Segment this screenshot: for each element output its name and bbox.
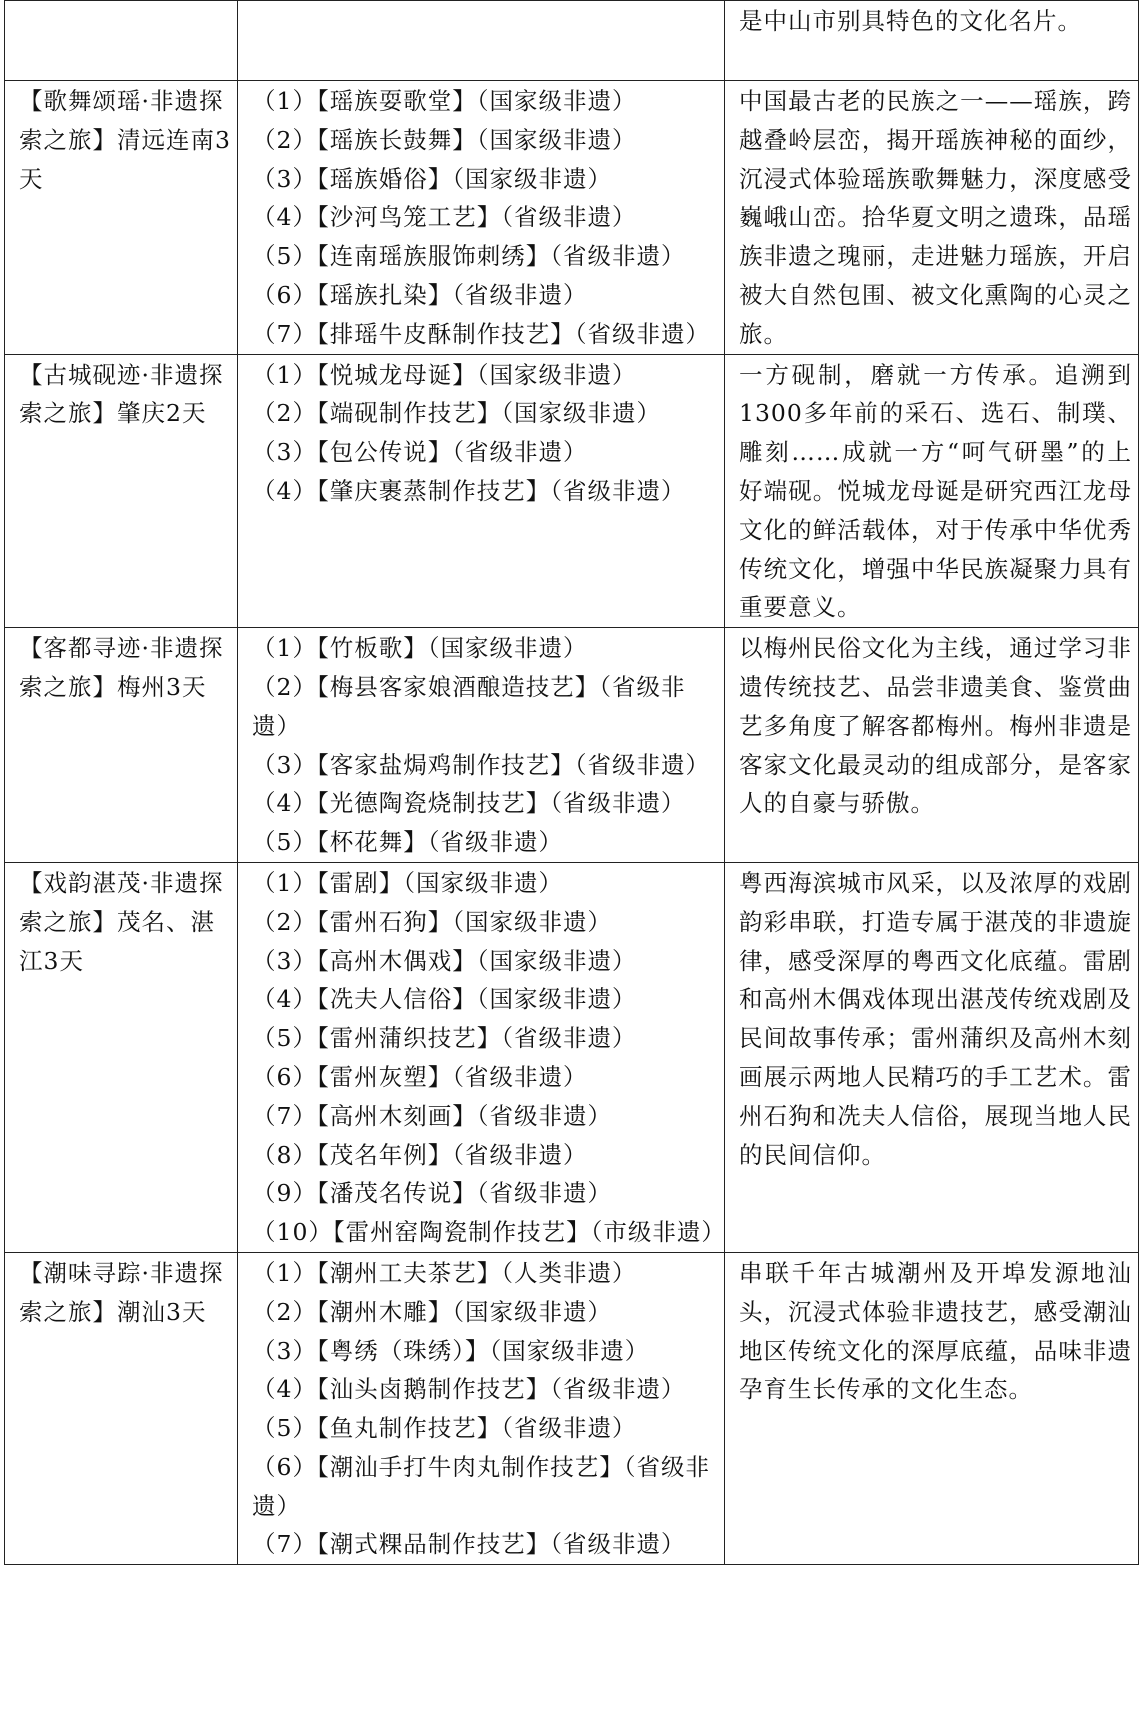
heritage-item: （2）【潮州木雕】（国家级非遗） [252,1297,612,1326]
heritage-item: （6）【潮汕手打牛肉丸制作技艺】（省级非遗） [252,1452,710,1520]
route-name-cell: 【客都寻迹·非遗探索之旅】梅州3天 [5,628,238,863]
heritage-items-cell [238,81,725,355]
route-name-cell: 【古城砚迹·非遗探索之旅】肇庆2天 [5,354,238,628]
heritage-item: （1）【瑶族耍歌堂】（国家级非遗） [252,87,637,115]
route-name-cell: 【戏韵湛茂·非遗探索之旅】茂名、湛江3天 [5,862,238,1252]
route-description-cell: 是中山市别具特色的文化名片。 [725,1,1139,81]
heritage-item: （6）【雷州灰塑】（省级非遗） [252,1062,588,1091]
route-description-cell: 以梅州民俗文化为主线，通过学习非遗传统技艺、品尝非遗美食、鉴赏曲艺多角度了解客都梅州。梅州非遗是客家文化最灵动的组成部分，是客家人的自豪与骄傲。 [725,628,1139,863]
heritage-items-cell [238,354,725,628]
heritage-item: （4）【冼夫人信俗】（国家级非遗） [252,985,637,1014]
heritage-items-cell [238,628,725,863]
route-description-cell: 一方砚制，磨就一方传承。追溯到1300多年前的采石、选石、制璞、雕刻……成就一方“呵气研墨”的上好端砚。悦城龙母诞是研究西江龙母文化的鲜活载体，对于传承中华优秀传统文化，增强中华民族凝聚力具有重要意义。 [725,354,1139,628]
heritage-item: （5）【连南瑶族服饰刺绣】（省级非遗） [252,242,686,271]
table-row [5,862,1139,1252]
heritage-item: （4）【汕头卤鹅制作技艺】（省级非遗） [252,1375,686,1404]
heritage-item: （3）【粤绣（珠绣）】（国家级非遗） [252,1336,650,1365]
heritage-item: （1）【悦城龙母诞】（国家级非遗） [252,360,637,389]
heritage-items-cell [238,1252,725,1564]
route-name-cell: 【歌舞颂瑶·非遗探索之旅】清远连南3天 [5,81,238,355]
heritage-item: （7）【高州木刻画】（省级非遗） [252,1101,612,1130]
table-row [5,81,1139,355]
table-row [5,354,1139,628]
heritage-items-cell [238,862,725,1252]
heritage-item: （2）【雷州石狗】（国家级非遗） [252,907,612,936]
heritage-item: （6）【瑶族扎染】（省级非遗） [252,280,588,309]
heritage-item: （4）【肇庆裹蒸制作技艺】（省级非遗） [252,476,686,505]
heritage-item: （10）【雷州窑陶瓷制作技艺】（市级非遗） [252,1218,726,1247]
heritage-item: （7）【排瑶牛皮酥制作技艺】（省级非遗） [252,319,710,348]
heritage-item: （2）【梅县客家娘酒酿造技艺】（省级非遗） [252,672,686,740]
heritage-item: （4）【沙河鸟笼工艺】（省级非遗） [252,203,637,232]
heritage-item: （3）【瑶族婚俗】（国家级非遗） [252,164,612,193]
heritage-items-cell [238,1,725,81]
heritage-item: （9）【潘茂名传说】（省级非遗） [252,1179,612,1208]
heritage-item: （1）【雷剧】（国家级非遗） [252,868,563,897]
heritage-item: （3）【高州木偶戏】（国家级非遗） [252,946,637,975]
heritage-item: （8）【茂名年例】（省级非遗） [252,1140,588,1169]
table-row-continued [5,1,1139,81]
heritage-item: （3）【客家盐焗鸡制作技艺】（省级非遗） [252,750,710,779]
heritage-item: （1）【竹板歌】（国家级非遗） [252,634,588,663]
heritage-tour-table [4,0,1139,1565]
heritage-item: （2）【瑶族长鼓舞】（国家级非遗） [252,125,637,154]
route-name-cell: 【潮味寻踪·非遗探索之旅】潮汕3天 [5,1252,238,1564]
heritage-item: （5）【雷州蒲织技艺】（省级非遗） [252,1024,637,1053]
route-description-cell: 中国最古老的民族之一——瑶族，跨越叠岭层峦，揭开瑶族神秘的面纱，沉浸式体验瑶族歌舞魅力，深度感受巍峨山峦。拾华夏文明之遗珠，品瑶族非遗之瑰丽，走进魅力瑶族，开启被大自然包围、被文化熏陶的心灵之旅。 [725,81,1139,355]
route-description-cell: 粤西海滨城市风采，以及浓厚的戏剧韵彩串联，打造专属于湛茂的非遗旋律，感受深厚的粤西文化底蕴。雷剧和高州木偶戏体现出湛茂传统戏剧及民间故事传承；雷州蒲织及高州木刻画展示两地人民精巧的手工艺术。雷州石狗和冼夫人信俗，展现当地人民的民间信仰。 [725,862,1139,1252]
heritage-item: （2）【端砚制作技艺】（国家级非遗） [252,399,661,428]
route-name-cell [5,1,238,81]
table-row [5,628,1139,863]
route-description-cell: 串联千年古城潮州及开埠发源地汕头，沉浸式体验非遗技艺，感受潮汕地区传统文化的深厚底蕴，品味非遗孕育生长传承的文化生态。 [725,1252,1139,1564]
heritage-item: （1）【潮州工夫茶艺】（人类非遗） [252,1258,637,1287]
heritage-item: （4）【光德陶瓷烧制技艺】（省级非遗） [252,789,686,818]
table-row [5,1252,1139,1564]
heritage-item: （5）【鱼丸制作技艺】（省级非遗） [252,1414,637,1443]
heritage-item: （5）【杯花舞】（省级非遗） [252,828,563,857]
heritage-item: （3）【包公传说】（省级非遗） [252,438,588,467]
heritage-item: （7）【潮式粿品制作技艺】（省级非遗） [252,1530,686,1559]
